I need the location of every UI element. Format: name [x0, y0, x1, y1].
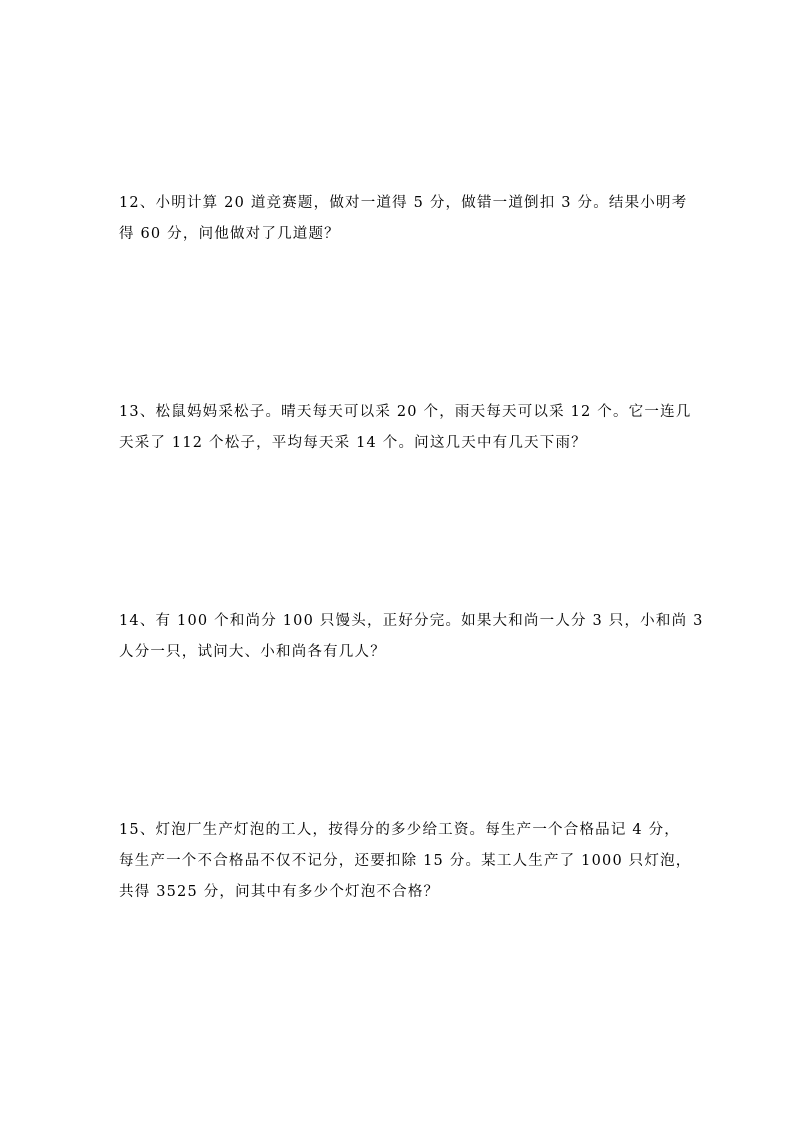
problem-text-line: 天采了 112 个松子，平均每天采 14 个。问这几天中有几天下雨？ — [119, 435, 587, 451]
problem-12 — [119, 188, 689, 250]
problem-text-line: 14、有 100 个和尚分 100 只馒头，正好分完。如果大和尚一人分 3 只，小和尚 3 — [119, 613, 704, 629]
problem-14 — [119, 606, 704, 668]
problem-text-line: 12、小明计算 20 道竞赛题，做对一道得 5 分，做错一道倒扣 3 分。结果小明考 — [119, 195, 688, 211]
problem-text-line: 共得 3525 分，问其中有多少个灯泡不合格？ — [119, 884, 440, 900]
problem-text-line: 得 60 分，问他做对了几道题？ — [119, 226, 340, 242]
problem-15 — [119, 815, 692, 908]
problem-text-line: 13、松鼠妈妈采松子。晴天每天可以采 20 个，雨天每天可以采 12 个。它一连几 — [119, 404, 692, 420]
problem-text-line: 每生产一个不合格品不仅不记分，还要扣除 15 分。某工人生产了 1000 只灯泡， — [119, 853, 692, 869]
problem-text-line: 人分一只，试问大、小和尚各有几人？ — [119, 644, 386, 660]
problem-text-line: 15、灯泡厂生产灯泡的工人，按得分的多少给工资。每生产一个合格品记 4 分， — [119, 822, 680, 838]
problem-13 — [119, 397, 692, 459]
